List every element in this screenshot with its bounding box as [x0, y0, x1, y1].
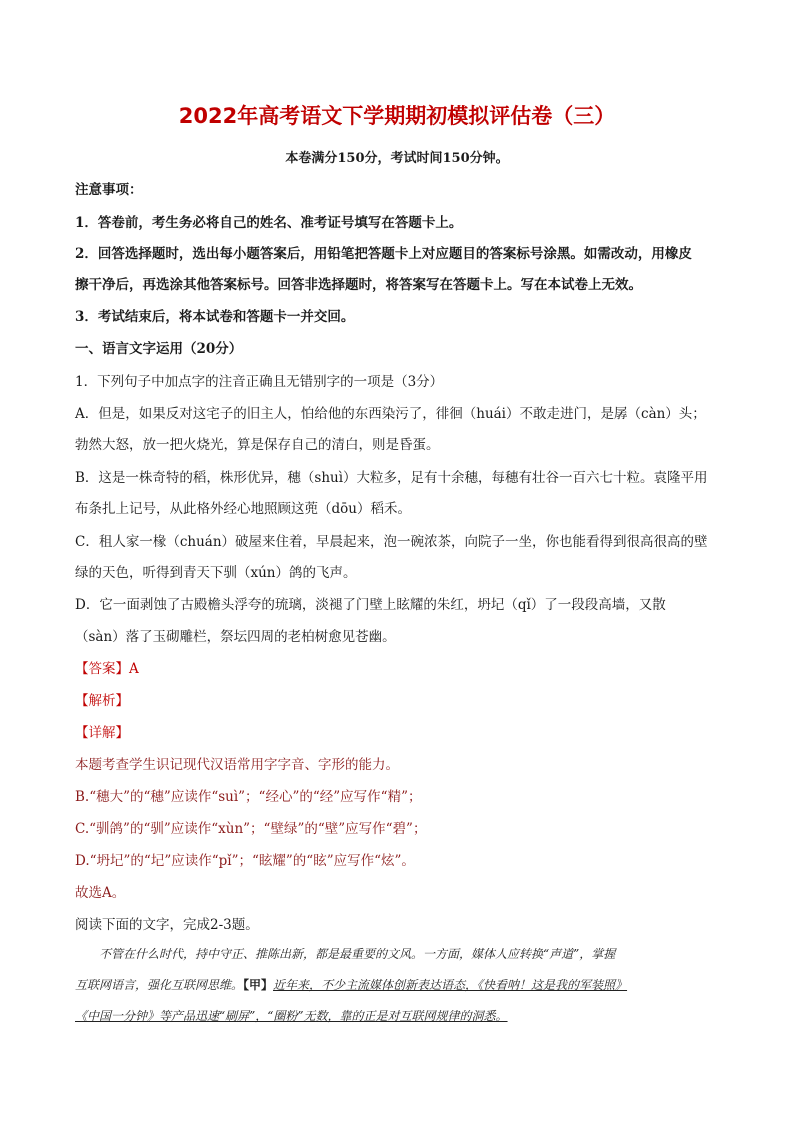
page-title: 2022年高考语文下学期期初模拟评估卷（三） [178, 104, 616, 128]
passage-underlined-text: 近年来，不少主流媒体创新表达语态，《快看呐！这是我的军装照》 [273, 978, 628, 992]
note-item: 1．答卷前，考生务必将自己的姓名、准考证号填写在答题卡上。 [75, 215, 463, 231]
question-option: 勃然大怒，放一把火烧光，算是保存自己的清白，则是昏蛋。 [75, 437, 440, 453]
note-item: 3．考试结束后，将本试卷和答题卡一并交回。 [75, 309, 355, 325]
passage-text: 互联网语言，强化互联网思维。 [75, 978, 244, 992]
exam-info: 本卷满分150分，考试时间150分钟。 [285, 151, 509, 166]
explanation-line: B.“穗大”的“穗”应读作“suì”；“经心”的“经”应写作“精”； [75, 789, 422, 805]
question-option: B．这是一株奇特的稻，株形优异，穗（shuì）大粒多，足有十余穗，每穗有壮谷一百六七十粒。袁隆平用 [75, 470, 708, 486]
note-item: 2．回答选择题时，选出每小题答案后，用铅笔把答题卡上对应题目的答案标号涂黑。如需改动，用橡皮 [75, 246, 692, 262]
notes-heading: 注意事项： [75, 182, 143, 198]
explanation-line: D.“坍圮”的“圮”应读作“pǐ”；“眩耀”的“眩”应写作“炫”。 [75, 853, 415, 869]
section-heading: 一、语言文字运用（20分） [75, 341, 243, 357]
passage-line: 不管在什么时代，持中守正、推陈出新，都是最重要的文风。一方面，媒体人应转换“声道”，掌握 [99, 947, 616, 961]
explanation-line: C.“驯鸽”的“驯”应读作“xùn”；“壁绿”的“壁”应写作“碧”； [75, 821, 427, 837]
note-item: 擦干净后，再选涂其他答案标号。回答非选择题时，将答案写在答题卡上。写在本试卷上无效。 [75, 277, 642, 293]
question-option: 绿的天色，听得到青天下驯（xún）鸽的飞声。 [75, 565, 357, 581]
answer-label: 【答案】A [75, 661, 139, 677]
passage-marker: 【甲】 [243, 978, 274, 992]
passage-line [75, 976, 725, 993]
question-stem: 1．下列句子中加点字的注音正确且无错别字的一项是（3分） [75, 374, 444, 390]
passage-underlined-text: 《中国一分钟》等产品迅速“刷屏”，“圈粉”无数，靠的正是对互联网规律的洞悉。 [75, 1009, 508, 1023]
question-option: D．它一面剥蚀了古殿檐头浮夸的琉璃，淡褪了门壁上眩耀的朱红，坍圮（qǐ）了一段段高墙，又散 [75, 597, 666, 613]
analysis-label: 【解析】 [75, 693, 129, 709]
explanation-line: 本题考查学生识记现代汉语常用字字音、字形的能力。 [75, 757, 399, 773]
question-option: A．但是，如果反对这宅子的旧主人，怕给他的东西染污了，徘徊（huái）不敢走进门，是孱（càn）头； [75, 406, 706, 422]
reading-instruction: 阅读下面的文字，完成2-3题。 [75, 917, 259, 933]
question-option: （sàn）落了玉砌雕栏，祭坛四周的老柏树愈见苍幽。 [75, 629, 396, 645]
detail-label: 【详解】 [75, 725, 129, 741]
conclusion: 故选A。 [75, 885, 126, 901]
question-option: 布条扎上记号，从此格外经心地照顾这蔸（dōu）稻禾。 [75, 501, 411, 517]
question-option: C．租人家一椽（chuán）破屋来住着，早晨起来，泡一碗浓茶，向院子一坐，你也能看得到很高很高的壁 [75, 534, 708, 550]
passage-line [75, 1007, 725, 1024]
